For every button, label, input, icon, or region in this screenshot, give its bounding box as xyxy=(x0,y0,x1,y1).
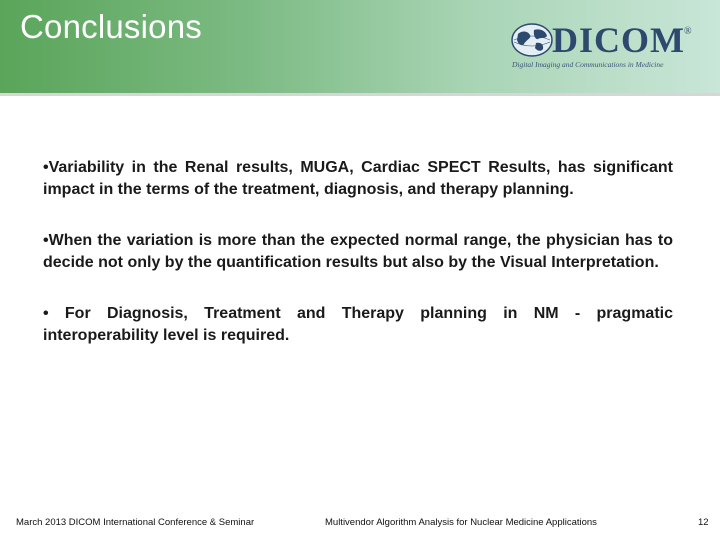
footer-conference: March 2013 DICOM International Conference & Seminar xyxy=(16,517,255,528)
logo-wordmark: DICOM xyxy=(552,20,685,60)
bullet-point: •Variability in the Renal results, MUGA, Cardiac SPECT Results, has significant impact in the terms of the treatment, diagnosis, and therapy planning. xyxy=(43,159,673,198)
globe-icon xyxy=(510,22,554,58)
slide-body xyxy=(43,157,673,376)
bullet-point: • For Diagnosis, Treatment and Therapy planning in NM - pragmatic interoperability level is required. xyxy=(43,305,673,344)
page-number: 12 xyxy=(698,517,709,528)
logo-trademark: ® xyxy=(684,26,692,37)
slide-title: Conclusions xyxy=(20,8,202,45)
bullet-point: •When the variation is more than the expected normal range, the physician has to decide not only by the quantification results but also by the Visual Interpretation. xyxy=(43,232,673,271)
dicom-logo xyxy=(508,20,708,76)
header-divider xyxy=(0,93,720,96)
footer-presentation-title: Multivendor Algorithm Analysis for Nuclear Medicine Applications xyxy=(325,517,597,528)
logo-tagline: Digital Imaging and Communications in Medicine xyxy=(512,60,664,69)
